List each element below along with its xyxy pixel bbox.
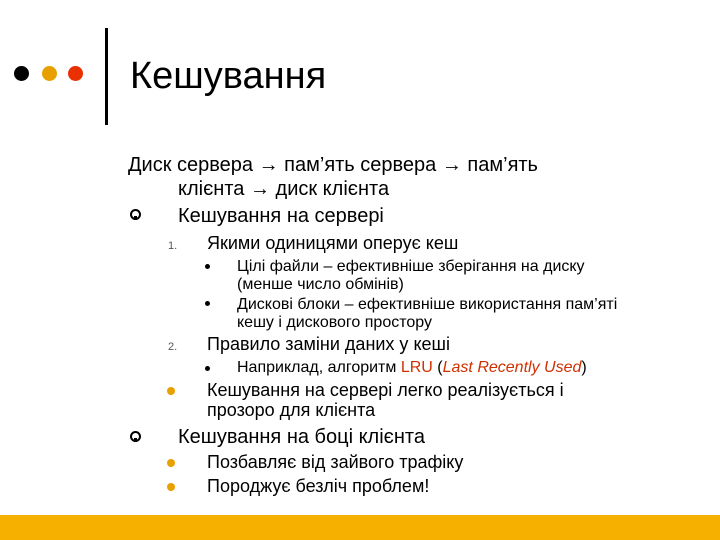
list-number: 1.: [168, 240, 178, 252]
intro-text-1: Диск сервера: [128, 154, 254, 176]
title-divider: [105, 28, 108, 125]
sub-bullet-line: (менше число обмінів): [237, 276, 404, 293]
decorative-red-dot: [68, 66, 83, 81]
intro-line-1: [128, 154, 538, 177]
bullet-dot-icon: [205, 264, 210, 269]
decorative-black-dot: [14, 66, 29, 81]
arrow-icon: →: [249, 178, 270, 200]
arrow-icon: →: [441, 154, 462, 176]
intro-text-2: пам’ять сервера: [278, 154, 437, 176]
bullet-dot-icon: [205, 301, 210, 306]
sub-bullet-line: Цілі файли – ефективніше зберігання на диску: [237, 258, 585, 275]
ring-bullet-icon: [130, 431, 141, 442]
intro-text-5: диск клієнта: [269, 178, 390, 200]
arrow-icon: →: [258, 154, 279, 176]
client-caching-heading: Кешування на боці клієнта: [178, 426, 425, 448]
lru-acronym: LRU: [400, 359, 433, 376]
decorative-orange-dot: [42, 66, 57, 81]
server-note-line: Кешування на сервері легко реалізується і: [207, 380, 564, 400]
bullet-dot-icon: [167, 483, 175, 491]
intro-text-3: пам’ять: [461, 154, 538, 176]
ring-bullet-icon: [130, 209, 141, 220]
client-item-text: Позбавляє від зайвого трафіку: [207, 452, 464, 472]
lru-open-paren: (: [432, 359, 443, 376]
lru-full-name: Last Recently Used: [442, 359, 582, 376]
sub-bullet-line: Дискові блоки – ефективніше використання пам’яті: [237, 296, 618, 313]
bottom-accent-bar: [0, 515, 720, 540]
bullet-dot-icon: [167, 459, 175, 467]
bullet-dot-icon: [167, 387, 175, 395]
list-item-text: Якими одиницями оперує кеш: [207, 233, 459, 253]
intro-line-2: [178, 178, 389, 201]
server-note-line: прозоро для клієнта: [207, 400, 376, 420]
list-item-text: Правило заміни даних у кеші: [207, 334, 450, 354]
list-number: 2.: [168, 341, 178, 353]
slide-title: Кешування: [130, 55, 327, 97]
bullet-dot-icon: [205, 366, 210, 371]
intro-text-4: клієнта: [178, 178, 245, 200]
sub-bullet-line: кешу і дискового простору: [237, 314, 432, 331]
server-caching-heading: Кешування на сервері: [178, 205, 384, 227]
client-item-text: Породжує безліч проблем!: [207, 476, 430, 496]
lru-example: [237, 359, 587, 377]
lru-close-paren: ): [581, 359, 587, 376]
lru-prefix: Наприклад, алгоритм: [237, 359, 401, 376]
